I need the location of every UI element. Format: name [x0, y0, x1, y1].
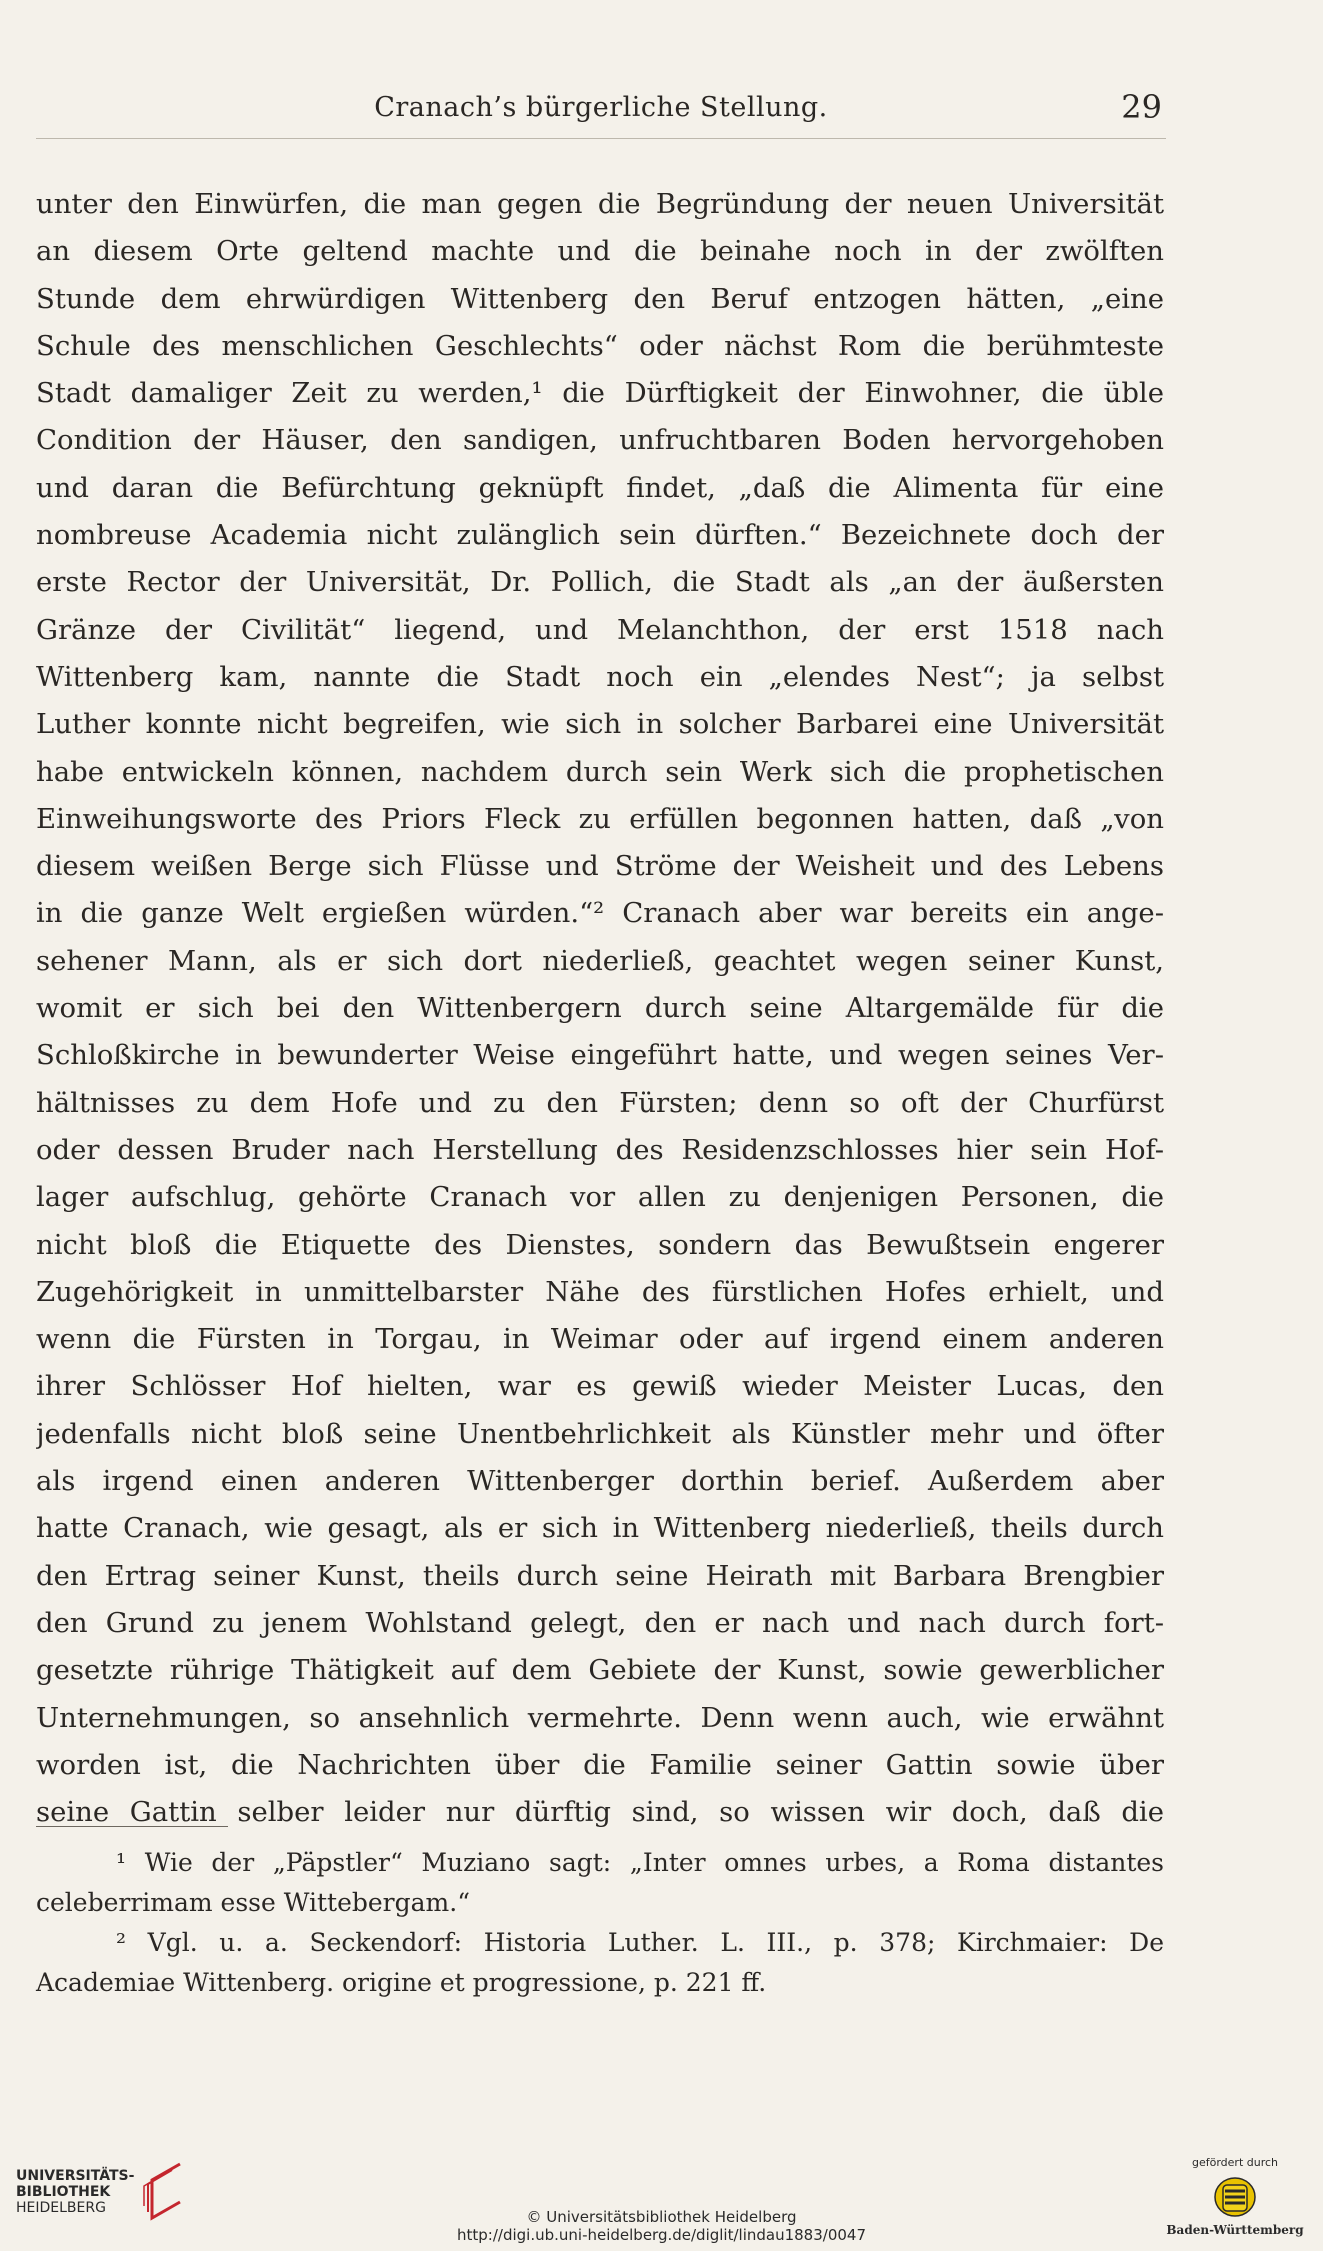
- text-line: und daran die Befürchtung geknüpft findet, „daß die Alimenta für eine: [36, 471, 1164, 504]
- body-text: [36, 181, 1164, 1836]
- funded-by-label: gefördert durch: [1191, 2156, 1279, 2169]
- footnotes: [36, 1843, 1164, 2003]
- footnote-line: ¹ Wie der „Päpstler“ Muziano sagt: „Inter omnes urbes, a Roma distantes: [116, 1848, 1164, 1877]
- text-line: nicht bloß die Etiquette des Dienstes, sondern das Bewußtsein engerer: [36, 1228, 1164, 1261]
- sponsor-name: Baden-Württemberg: [1166, 2223, 1304, 2237]
- text-line: womit er sich bei den Wittenbergern durch seine Altargemälde für die: [36, 992, 1164, 1025]
- text-line: Stunde dem ehrwürdigen Wittenberg den Beruf entzogen hätten, „eine: [36, 282, 1164, 315]
- text-line: unter den Einwürfen, die man gegen die Begründung der neuen Universität: [36, 188, 1164, 220]
- text-line: Wittenberg kam, nannte die Stadt noch ein „elendes Nest“; ja selbst: [36, 660, 1164, 693]
- text-line: jedenfalls nicht bloß seine Unentbehrlichkeit als Künstler mehr und öfter: [36, 1417, 1164, 1450]
- text-line: gesetzte rührige Thätigkeit auf dem Gebiete der Kunst, sowie gewerblicher: [36, 1654, 1164, 1687]
- footnote-line: celeberrimam esse Wittebergam.“: [36, 1888, 470, 1917]
- text-line: in die ganze Welt ergießen würden.“² Cranach aber war bereits ein ange-: [36, 897, 1164, 930]
- text-line: an diesem Orte geltend machte und die beinahe noch in der zwölften: [36, 235, 1164, 268]
- coat-of-arms-icon: [1213, 2175, 1257, 2219]
- text-line: sehener Mann, als er sich dort niederließ, geachtet wegen seiner Kunst,: [36, 944, 1164, 977]
- text-line: worden ist, die Nachrichten über die Familie seiner Gattin sowie über: [36, 1748, 1164, 1781]
- text-line: Zugehörigkeit in unmittelbarster Nähe des fürstlichen Hofes erhielt, und: [36, 1275, 1164, 1308]
- library-name-line-3: HEIDELBERG: [16, 2200, 106, 2216]
- text-line: seine Gattin selber leider nur dürftig sind, so wissen wir doch, daß die: [36, 1796, 1164, 1829]
- library-name-line-1: UNIVERSITÄTS-: [16, 2168, 135, 2184]
- text-line: Condition der Häuser, den sandigen, unfruchtbaren Boden hervorgehoben: [36, 424, 1164, 457]
- text-line: lager aufschlug, gehörte Cranach vor allen zu denjenigen Personen, die: [36, 1181, 1164, 1214]
- copyright-text: © Universitätsbibliothek Heidelberg: [526, 2208, 797, 2226]
- footer-credits: [0, 2208, 1323, 2244]
- footnote-line: ² Vgl. u. a. Seckendorf: Historia Luther. L. III., p. 378; Kirchmaier: De: [116, 1928, 1164, 1957]
- text-line: hältnisses zu dem Hofe und zu den Fürsten; denn so oft der Churfürst: [36, 1086, 1164, 1119]
- text-line: den Ertrag seiner Kunst, theils durch seine Heirath mit Barbara Brengbier: [36, 1559, 1164, 1592]
- text-line: wenn die Fürsten in Torgau, in Weimar oder auf irgend einem anderen: [36, 1323, 1164, 1356]
- text-line: Unternehmungen, so ansehnlich vermehrte. Denn wenn auch, wie erwähnt: [36, 1701, 1164, 1734]
- footnote-rule: [36, 1826, 228, 1827]
- text-line: ihrer Schlösser Hof hielten, war es gewiß wieder Meister Lucas, den: [36, 1370, 1164, 1403]
- text-line: diesem weißen Berge sich Flüsse und Ströme der Weisheit und des Lebens: [36, 850, 1164, 883]
- library-name-line-2: BIBLIOTHEK: [16, 2184, 111, 2200]
- text-line: habe entwickeln können, nachdem durch sein Werk sich die prophetischen: [36, 755, 1164, 788]
- running-title: Cranach’s bürgerliche Stellung.: [374, 92, 828, 123]
- running-header: [36, 88, 1166, 139]
- text-line: als irgend einen anderen Wittenberger dorthin berief. Außerdem aber: [36, 1465, 1164, 1498]
- source-url[interactable]: http://digi.ub.uni-heidelberg.de/diglit/lindau1883/0047: [457, 2226, 866, 2244]
- text-line: Einweihungsworte des Priors Fleck zu erfüllen begonnen hatten, daß „von: [36, 802, 1164, 835]
- text-line: den Grund zu jenem Wohlstand gelegt, den er nach und nach durch fort-: [36, 1606, 1164, 1639]
- page-number: 29: [1121, 88, 1162, 126]
- text-line: oder dessen Bruder nach Herstellung des Residenzschlosses hier sein Hof-: [36, 1133, 1164, 1166]
- text-line: Gränze der Civilität“ liegend, und Melanchthon, der erst 1518 nach: [36, 613, 1164, 646]
- funding-notice: [1160, 2156, 1310, 2237]
- text-line: Stadt damaliger Zeit zu werden,¹ die Dürftigkeit der Einwohner, die üble: [36, 377, 1164, 410]
- text-line: Schule des menschlichen Geschlechts“ oder nächst Rom die berühmteste: [36, 329, 1164, 362]
- text-line: Schloßkirche in bewunderter Weise eingeführt hatte, und wegen seines Ver-: [36, 1039, 1164, 1072]
- footnote-line: Academiae Wittenberg. origine et progressione, p. 221 ff.: [36, 1968, 767, 1997]
- text-line: Luther konnte nicht begreifen, wie sich in solcher Barbarei eine Universität: [36, 708, 1164, 741]
- text-line: hatte Cranach, wie gesagt, als er sich in Wittenberg niederließ, theils durch: [36, 1512, 1164, 1545]
- text-line: erste Rector der Universität, Dr. Pollich, die Stadt als „an der äußersten: [36, 566, 1164, 599]
- text-line: nombreuse Academia nicht zulänglich sein dürften.“ Bezeichnete doch der: [36, 519, 1164, 552]
